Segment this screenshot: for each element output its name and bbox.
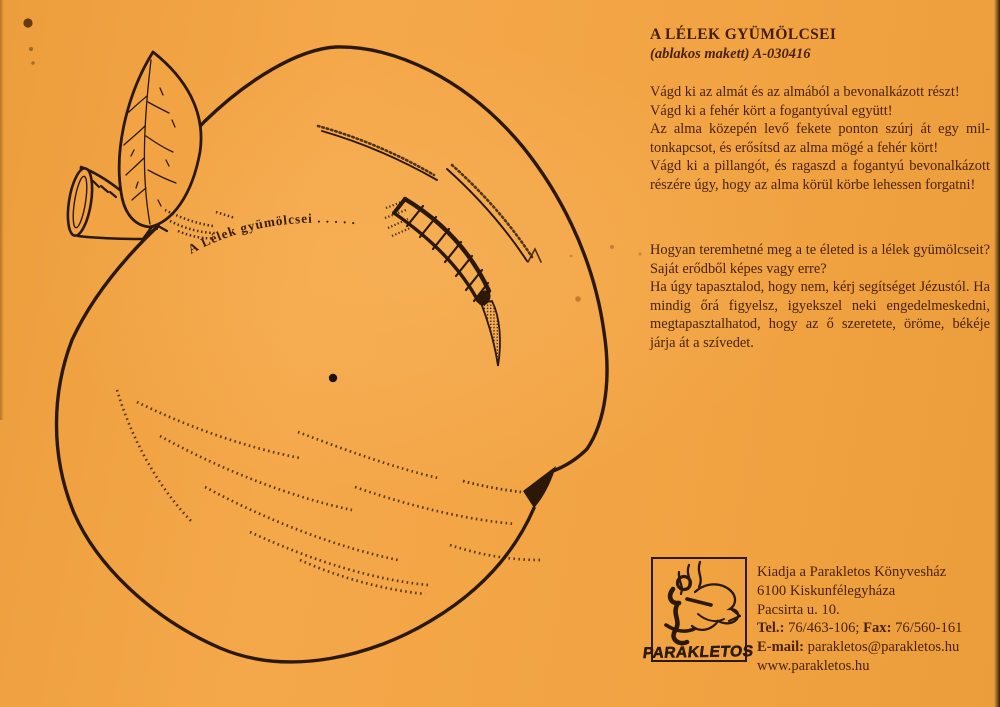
apple-dimple bbox=[523, 466, 556, 508]
scan-edge-right bbox=[994, 0, 1000, 707]
apple-label-text: A Lélek gyümölcsei . . . . . bbox=[185, 210, 357, 257]
email-label: E-mail: bbox=[757, 639, 805, 656]
rust-specks bbox=[570, 245, 642, 302]
dove-flame-icon bbox=[653, 559, 741, 656]
page-title: A LÉLEK GYÜMÖLCSEI bbox=[650, 26, 837, 43]
publisher-name-line: Kiadja a Parakletos Könyvesház bbox=[757, 564, 947, 580]
hatched-window bbox=[385, 199, 500, 366]
apple-leaf bbox=[119, 52, 201, 227]
instructions-paragraph bbox=[650, 83, 990, 195]
hole-punch-mark bbox=[23, 18, 32, 27]
tel-label: Tel.: bbox=[757, 620, 785, 637]
window-stipple-tail bbox=[481, 301, 500, 366]
reflection-line: Ha úgy tapasztalod, hogy nem, kérj segítséget Jézustól. Ha mindig őrá figyelsz, igyekszel neki engedelmeskedni, megtapasztalhatod, hogy az ő szeretete, öröme, békéje járja át a szívedet. bbox=[650, 279, 990, 351]
email-value: parakletos@parakletos.hu bbox=[804, 639, 960, 656]
scan-edge-left bbox=[0, 0, 4, 420]
tel-value: 76/463-106; bbox=[784, 620, 864, 637]
instruction-line: Az alma közepén levő fekete ponton szúrj át egy miltonkapcsot, és erősítsd az alma mögé a fehér kört! bbox=[650, 121, 990, 156]
publisher-website: www.parakletos.hu bbox=[757, 657, 870, 674]
instruction-line: Vágd ki a fehér kört a fogantyúval együtt! bbox=[650, 102, 893, 119]
apple-shading-stipple bbox=[117, 390, 540, 594]
publisher-email-line bbox=[757, 638, 997, 657]
instruction-line: Vágd ki az almát és az almából a bevonalkázott részt! bbox=[650, 84, 960, 100]
page-subtitle: (ablakos makett) A-030416 bbox=[650, 46, 811, 62]
instruction-line: Vágd ki a pillangót, és ragaszd a fogantyú bevonalkázott részére úgy, hogy az alma körül körbe lehessen forgatni! bbox=[650, 158, 990, 193]
window-hatch-lines bbox=[407, 206, 488, 301]
fax-value: 76/560-161 bbox=[891, 620, 963, 637]
publisher-contact-block bbox=[757, 563, 997, 676]
scan-artifacts bbox=[23, 18, 641, 301]
fax-label: Fax: bbox=[863, 620, 892, 637]
publisher-logo-wordmark: PARAKLETOS bbox=[641, 643, 755, 662]
dimple-stipple bbox=[463, 481, 521, 492]
reflection-paragraph bbox=[650, 241, 990, 353]
center-dot bbox=[329, 374, 337, 382]
publisher-city-line: 6100 Kiskunfélegyháza bbox=[757, 582, 896, 599]
reflection-line: Hogyan teremhetné meg a te életed is a lélek gyümölcseit? Saját erődből képes vagy erre? bbox=[650, 242, 990, 277]
publisher-street-line: Pacsirta u. 10. bbox=[757, 601, 840, 618]
publisher-phone-line bbox=[757, 619, 997, 638]
